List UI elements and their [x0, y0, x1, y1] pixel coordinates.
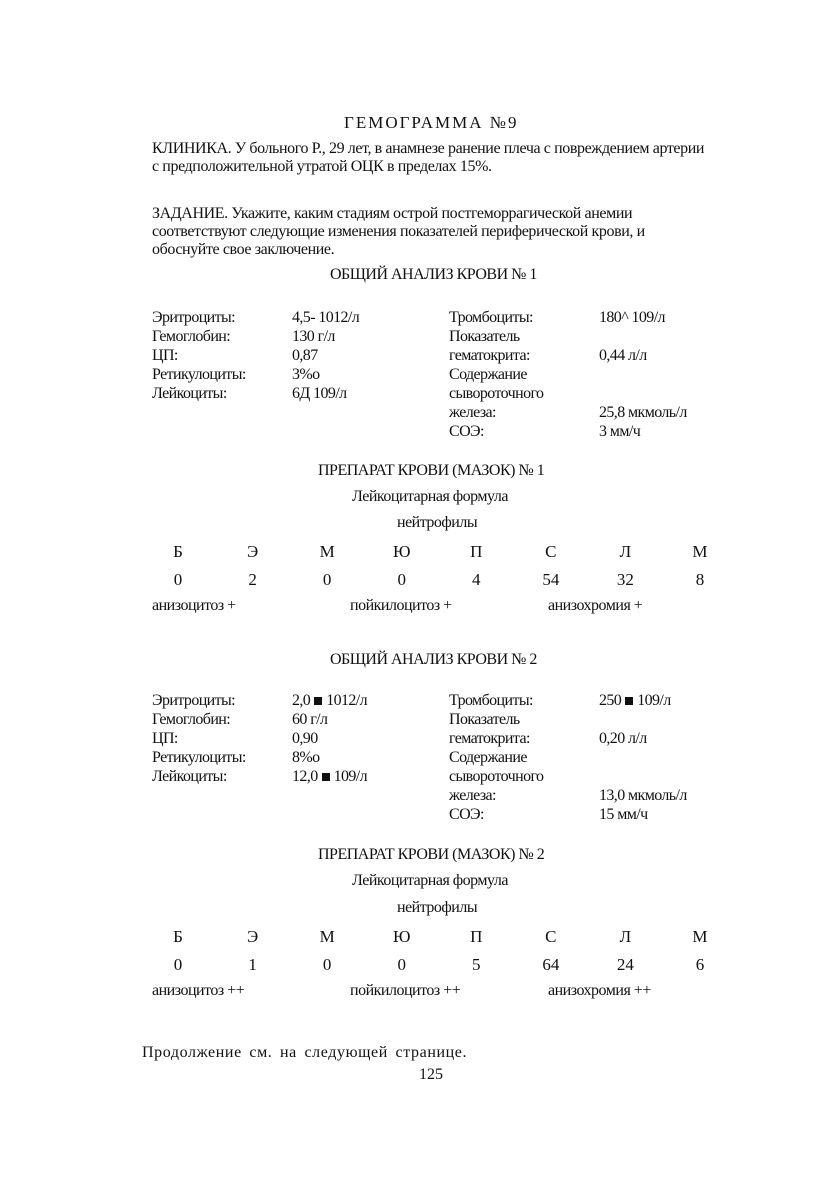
- column-value: 32: [616, 570, 634, 589]
- analysis2-row: [449, 691, 687, 710]
- param-label: Эритроциты:: [152, 692, 236, 709]
- analysis2-row: [449, 748, 687, 767]
- analysis1-row: [152, 384, 359, 403]
- param-value: [292, 691, 367, 710]
- column-header: М: [319, 927, 335, 946]
- analysis1-row: [449, 365, 687, 384]
- smear1-group-label: нейтрофилы: [397, 514, 478, 531]
- param-label: Гемоглобин:: [152, 328, 231, 345]
- page-title: ГЕМОГРАММА №9: [344, 113, 519, 132]
- param-label: Тромбоциты:: [449, 692, 533, 709]
- smear1-heading: ПРЕПАРАТ КРОВИ (МАЗОК) № 1: [318, 462, 545, 479]
- param-label: Показатель: [449, 711, 520, 728]
- param-value: 0,90: [292, 730, 318, 747]
- param-label: Содержание: [449, 366, 527, 383]
- param-label: гематокрита:: [449, 347, 530, 364]
- param-value: 60 г/л: [292, 711, 328, 728]
- column-header: П: [470, 542, 483, 561]
- analysis2-left-table: [152, 691, 367, 786]
- param-value: 0,44 л/л: [599, 347, 647, 364]
- analysis2-row: [449, 710, 687, 729]
- param-label: СОЭ:: [449, 423, 484, 440]
- param-label: гематокрита:: [449, 730, 530, 747]
- param-label: железа:: [449, 404, 496, 421]
- param-value: 25,8 мкмоль/л: [599, 404, 687, 421]
- continuation-note: Продолжение см. на следующей странице.: [142, 1044, 468, 1061]
- analysis1-left-table: [152, 308, 359, 403]
- analysis1-row: [449, 403, 687, 422]
- smear2-note: анизоцитоз ++: [152, 982, 245, 999]
- column-value: 6: [695, 955, 705, 974]
- column-header: С: [545, 927, 557, 946]
- column-value: 0: [173, 570, 183, 589]
- column-value: 24: [616, 955, 634, 974]
- column-value: 64: [542, 955, 560, 974]
- analysis2-heading: ОБЩИЙ АНАЛИЗ КРОВИ № 2: [330, 651, 537, 668]
- column-header: М: [319, 542, 335, 561]
- analysis1-row: [449, 346, 687, 365]
- task-paragraph: ЗАДАНИЕ. Укажите, каким стадиям острой постгеморрагической анемии соответствуют следующие изменения показателей периферической крови, и обоснуйте свое заключение.: [152, 205, 645, 258]
- multiply-square-icon: [625, 697, 633, 705]
- smear2-note: анизохромия ++: [548, 982, 651, 999]
- param-label: ЦП:: [152, 347, 178, 364]
- smear2-values: [141, 955, 737, 975]
- analysis2-row: [152, 710, 367, 729]
- smear2-group-label: нейтрофилы: [397, 899, 478, 916]
- smear2-heading: ПРЕПАРАТ КРОВИ (МАЗОК) № 2: [318, 846, 545, 863]
- smear1-subheading: Лейкоцитарная формула: [352, 488, 508, 505]
- analysis1-row: [152, 308, 359, 327]
- param-label: Ретикулоциты:: [152, 366, 246, 383]
- param-label: ЦП:: [152, 730, 178, 747]
- column-header: М: [692, 927, 708, 946]
- analysis2-row: [152, 691, 367, 710]
- smear1-note: пойкилоцитоз +: [350, 597, 452, 614]
- param-value: 130 г/л: [292, 328, 335, 345]
- analysis2-row: [152, 748, 367, 767]
- column-value: 0: [322, 955, 332, 974]
- param-label: Эритроциты:: [152, 309, 236, 326]
- param-value: 8%о: [292, 749, 320, 766]
- param-value: 3 мм/ч: [599, 423, 641, 440]
- param-value: 3%о: [292, 366, 320, 383]
- analysis1-row: [449, 327, 687, 346]
- analysis1-row: [152, 346, 359, 365]
- param-value: 6Д 109/л: [292, 385, 347, 402]
- param-value: 0,87: [292, 347, 318, 364]
- column-value: 0: [322, 570, 332, 589]
- param-label: Тромбоциты:: [449, 309, 533, 326]
- value-part: 1012/л: [326, 692, 368, 709]
- column-value: 5: [472, 955, 481, 974]
- value-part: 2,0: [292, 692, 311, 709]
- param-value: [599, 691, 671, 710]
- multiply-square-icon: [314, 697, 322, 705]
- column-value: 4: [472, 570, 481, 589]
- smear1-column-headers: [141, 542, 737, 562]
- column-header: Э: [246, 927, 259, 946]
- column-value: 54: [542, 570, 560, 589]
- analysis2-row: [152, 729, 367, 748]
- param-label: Лейкоциты:: [152, 385, 227, 402]
- param-value: 15 мм/ч: [599, 806, 648, 823]
- value-part: 109/л: [637, 692, 671, 709]
- param-label: Содержание: [449, 749, 527, 766]
- analysis1-row: [152, 327, 359, 346]
- column-header: Б: [173, 927, 183, 946]
- column-header: Л: [619, 542, 632, 561]
- param-label: сывороточного: [449, 768, 544, 785]
- column-value: 0: [397, 955, 406, 974]
- param-label: сывороточного: [449, 385, 544, 402]
- column-header: С: [545, 542, 557, 561]
- param-label: Ретикулоциты:: [152, 749, 246, 766]
- analysis2-row: [449, 729, 687, 748]
- smear2-note: пойкилоцитоз ++: [350, 982, 461, 999]
- column-header: Э: [246, 542, 259, 561]
- param-value: 4,5- 1012/л: [292, 309, 360, 326]
- multiply-square-icon: [322, 773, 330, 781]
- column-header: М: [692, 542, 708, 561]
- param-value: 13,0 мкмоль/л: [599, 787, 687, 804]
- param-value: [292, 767, 367, 786]
- page-number: 125: [419, 1066, 443, 1083]
- value-part: 12,0: [292, 768, 318, 785]
- column-value: 0: [397, 570, 406, 589]
- smear1-values: [141, 570, 737, 590]
- smear1-note: анизоцитоз +: [152, 597, 236, 614]
- column-header: Б: [173, 542, 183, 561]
- analysis2-row: [449, 767, 687, 786]
- smear2-column-headers: [141, 927, 737, 947]
- analysis1-row: [449, 422, 687, 441]
- smear2-subheading: Лейкоцитарная формула: [352, 872, 508, 889]
- column-header: П: [470, 927, 483, 946]
- column-header: Ю: [392, 542, 411, 561]
- param-label: Лейкоциты:: [152, 768, 227, 785]
- value-part: 250: [599, 692, 622, 709]
- param-label: железа:: [449, 787, 496, 804]
- column-value: 2: [248, 570, 257, 589]
- param-label: СОЭ:: [449, 806, 484, 823]
- column-value: 8: [695, 570, 705, 589]
- clinic-paragraph: КЛИНИКА. У больного Р., 29 лет, в анамнезе ранение плеча с повреждением артерии с предположительной утратой ОЦК в пределах 15%.: [152, 140, 705, 175]
- analysis2-row: [152, 767, 367, 786]
- column-header: Л: [619, 927, 632, 946]
- analysis2-row: [449, 805, 687, 824]
- param-value: 180^ 109/л: [599, 309, 665, 326]
- analysis2-right-table: [449, 691, 687, 824]
- analysis1-row: [449, 384, 687, 403]
- analysis1-right-table: [449, 308, 687, 441]
- smear1-note: анизохромия +: [548, 597, 643, 614]
- param-label: Гемоглобин:: [152, 711, 231, 728]
- value-part: 109/л: [333, 768, 368, 785]
- param-label: Показатель: [449, 328, 520, 345]
- column-value: 1: [248, 955, 257, 974]
- column-header: Ю: [392, 927, 411, 946]
- analysis1-row: [152, 365, 359, 384]
- analysis2-row: [449, 786, 687, 805]
- param-value: 0,20 л/л: [599, 730, 647, 747]
- analysis1-row: [449, 308, 687, 327]
- column-value: 0: [173, 955, 183, 974]
- analysis1-heading: ОБЩИЙ АНАЛИЗ КРОВИ № 1: [330, 266, 537, 283]
